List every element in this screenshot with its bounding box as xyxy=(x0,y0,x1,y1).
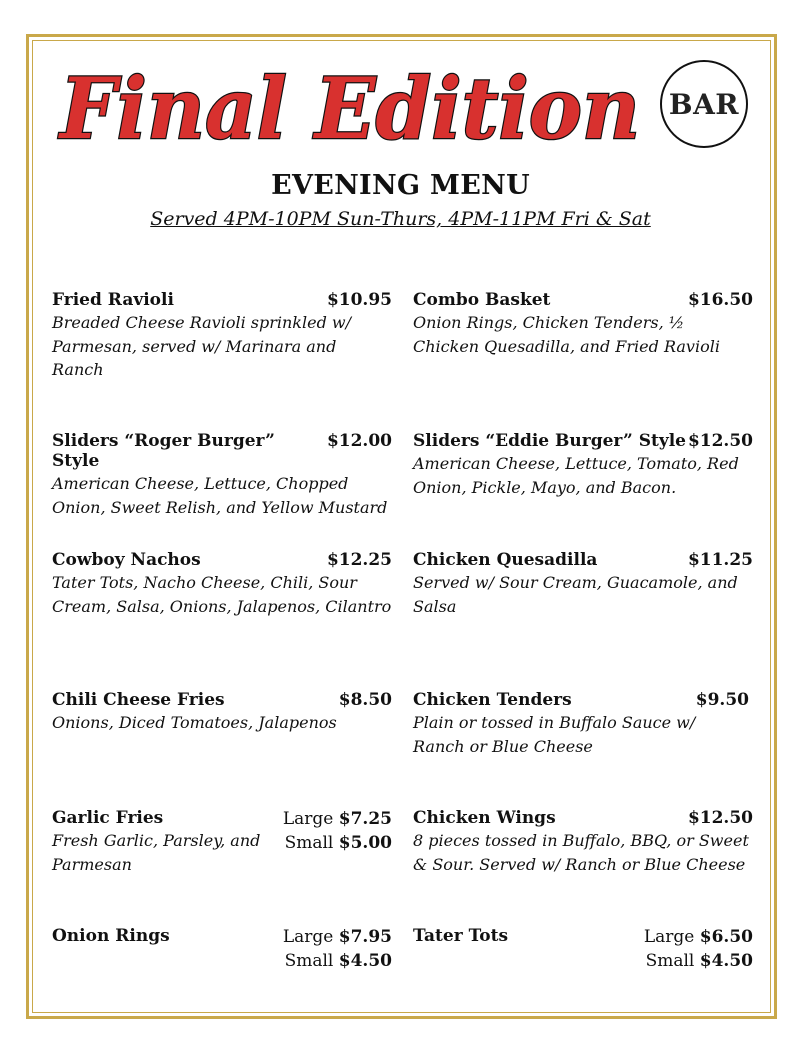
item-description: Onions, Diced Tomatoes, Jalapenos xyxy=(52,713,337,732)
item-name: Chicken Quesadilla xyxy=(413,550,598,570)
size-price: $4.50 xyxy=(699,950,753,971)
size-label: Large xyxy=(643,927,700,947)
menu-item-sliders-roger xyxy=(52,431,392,519)
page-subtitle: Served 4PM-10PM Sun-Thurs, 4PM-11PM Fri & Sat xyxy=(150,208,651,230)
size-label: Small xyxy=(284,950,339,971)
menu-item-combo-basket xyxy=(413,290,753,358)
size-label: Large xyxy=(282,927,339,947)
item-price-options xyxy=(644,926,753,973)
size-label: Large xyxy=(282,809,339,829)
menu-item-fried-ravioli xyxy=(52,290,392,382)
menu-item-chicken-wings xyxy=(413,808,753,876)
item-price: $12.25 xyxy=(326,550,392,570)
item-price: $11.25 xyxy=(687,550,753,570)
item-name: Onion Rings xyxy=(52,926,170,946)
item-description: American Cheese, Lettuce, Chopped Onion, Sweet Relish, and Yellow Mustard xyxy=(52,474,388,517)
item-description: Plain or tossed in Buffalo Sauce w/ Ranch or Blue Cheese xyxy=(413,713,696,756)
menu-item-sliders-eddie xyxy=(413,431,753,499)
menu-item-tater-tots xyxy=(413,926,753,973)
item-name: Tater Tots xyxy=(413,926,509,946)
item-name: Chicken Tenders xyxy=(413,690,572,710)
item-price: $10.95 xyxy=(326,290,392,310)
item-name: Cowboy Nachos xyxy=(52,550,201,570)
logo-text: Final Edition xyxy=(58,59,640,158)
item-price: $12.50 xyxy=(687,808,753,828)
item-description: Onion Rings, Chicken Tenders, ½ Chicken Quesadilla, and Fried Ravioli xyxy=(413,313,720,356)
item-name: Sliders “Eddie Burger” Style xyxy=(413,431,686,451)
item-price-options xyxy=(283,808,392,855)
item-price: $8.50 xyxy=(338,690,392,710)
bar-badge xyxy=(660,60,748,148)
page-title: EVENING MENU xyxy=(271,170,530,201)
final-edition-logo xyxy=(56,58,646,158)
menu-item-garlic-fries xyxy=(52,808,392,876)
size-price: $4.50 xyxy=(338,950,392,971)
size-price: $7.95 xyxy=(338,927,392,947)
size-price: $7.25 xyxy=(338,809,392,829)
menu-item-cowboy-nachos xyxy=(52,550,392,618)
item-price: $9.50 xyxy=(695,690,749,710)
item-price: $16.50 xyxy=(687,290,753,310)
menu-item-chili-cheese-fries xyxy=(52,690,392,735)
size-label: Small xyxy=(645,950,700,971)
item-description: 8 pieces tossed in Buffalo, BBQ, or Sweet & Sour. Served w/ Ranch or Blue Cheese xyxy=(413,831,749,874)
item-name: Fried Ravioli xyxy=(52,290,174,310)
menu-item-chicken-tenders xyxy=(413,690,749,758)
item-price: $12.50 xyxy=(687,431,753,451)
size-label: Small xyxy=(284,832,339,853)
item-description: American Cheese, Lettuce, Tomato, Red Onion, Pickle, Mayo, and Bacon. xyxy=(413,454,739,497)
item-name: Chicken Wings xyxy=(413,808,556,828)
item-description: Breaded Cheese Ravioli sprinkled w/ Parmesan, served w/ Marinara and Ranch xyxy=(52,313,351,379)
item-name: Combo Basket xyxy=(413,290,551,310)
item-price: $12.00 xyxy=(326,431,392,451)
menu-item-onion-rings xyxy=(52,926,392,973)
size-price: $6.50 xyxy=(699,927,753,947)
item-description: Served w/ Sour Cream, Guacamole, and Salsa xyxy=(413,573,738,616)
size-price: $5.00 xyxy=(338,832,392,853)
bar-badge-text: BAR xyxy=(668,87,740,121)
item-description: Tater Tots, Nacho Cheese, Chili, Sour Cream, Salsa, Onions, Jalapenos, Cilantro xyxy=(52,573,392,616)
item-name: Sliders “Roger Burger” Style xyxy=(52,431,275,471)
item-description: Fresh Garlic, Parsley, and Parmesan xyxy=(52,831,261,874)
item-name: Garlic Fries xyxy=(52,808,164,828)
item-price-options xyxy=(283,926,392,973)
menu-item-chicken-quesadilla xyxy=(413,550,753,618)
item-name: Chili Cheese Fries xyxy=(52,690,225,710)
